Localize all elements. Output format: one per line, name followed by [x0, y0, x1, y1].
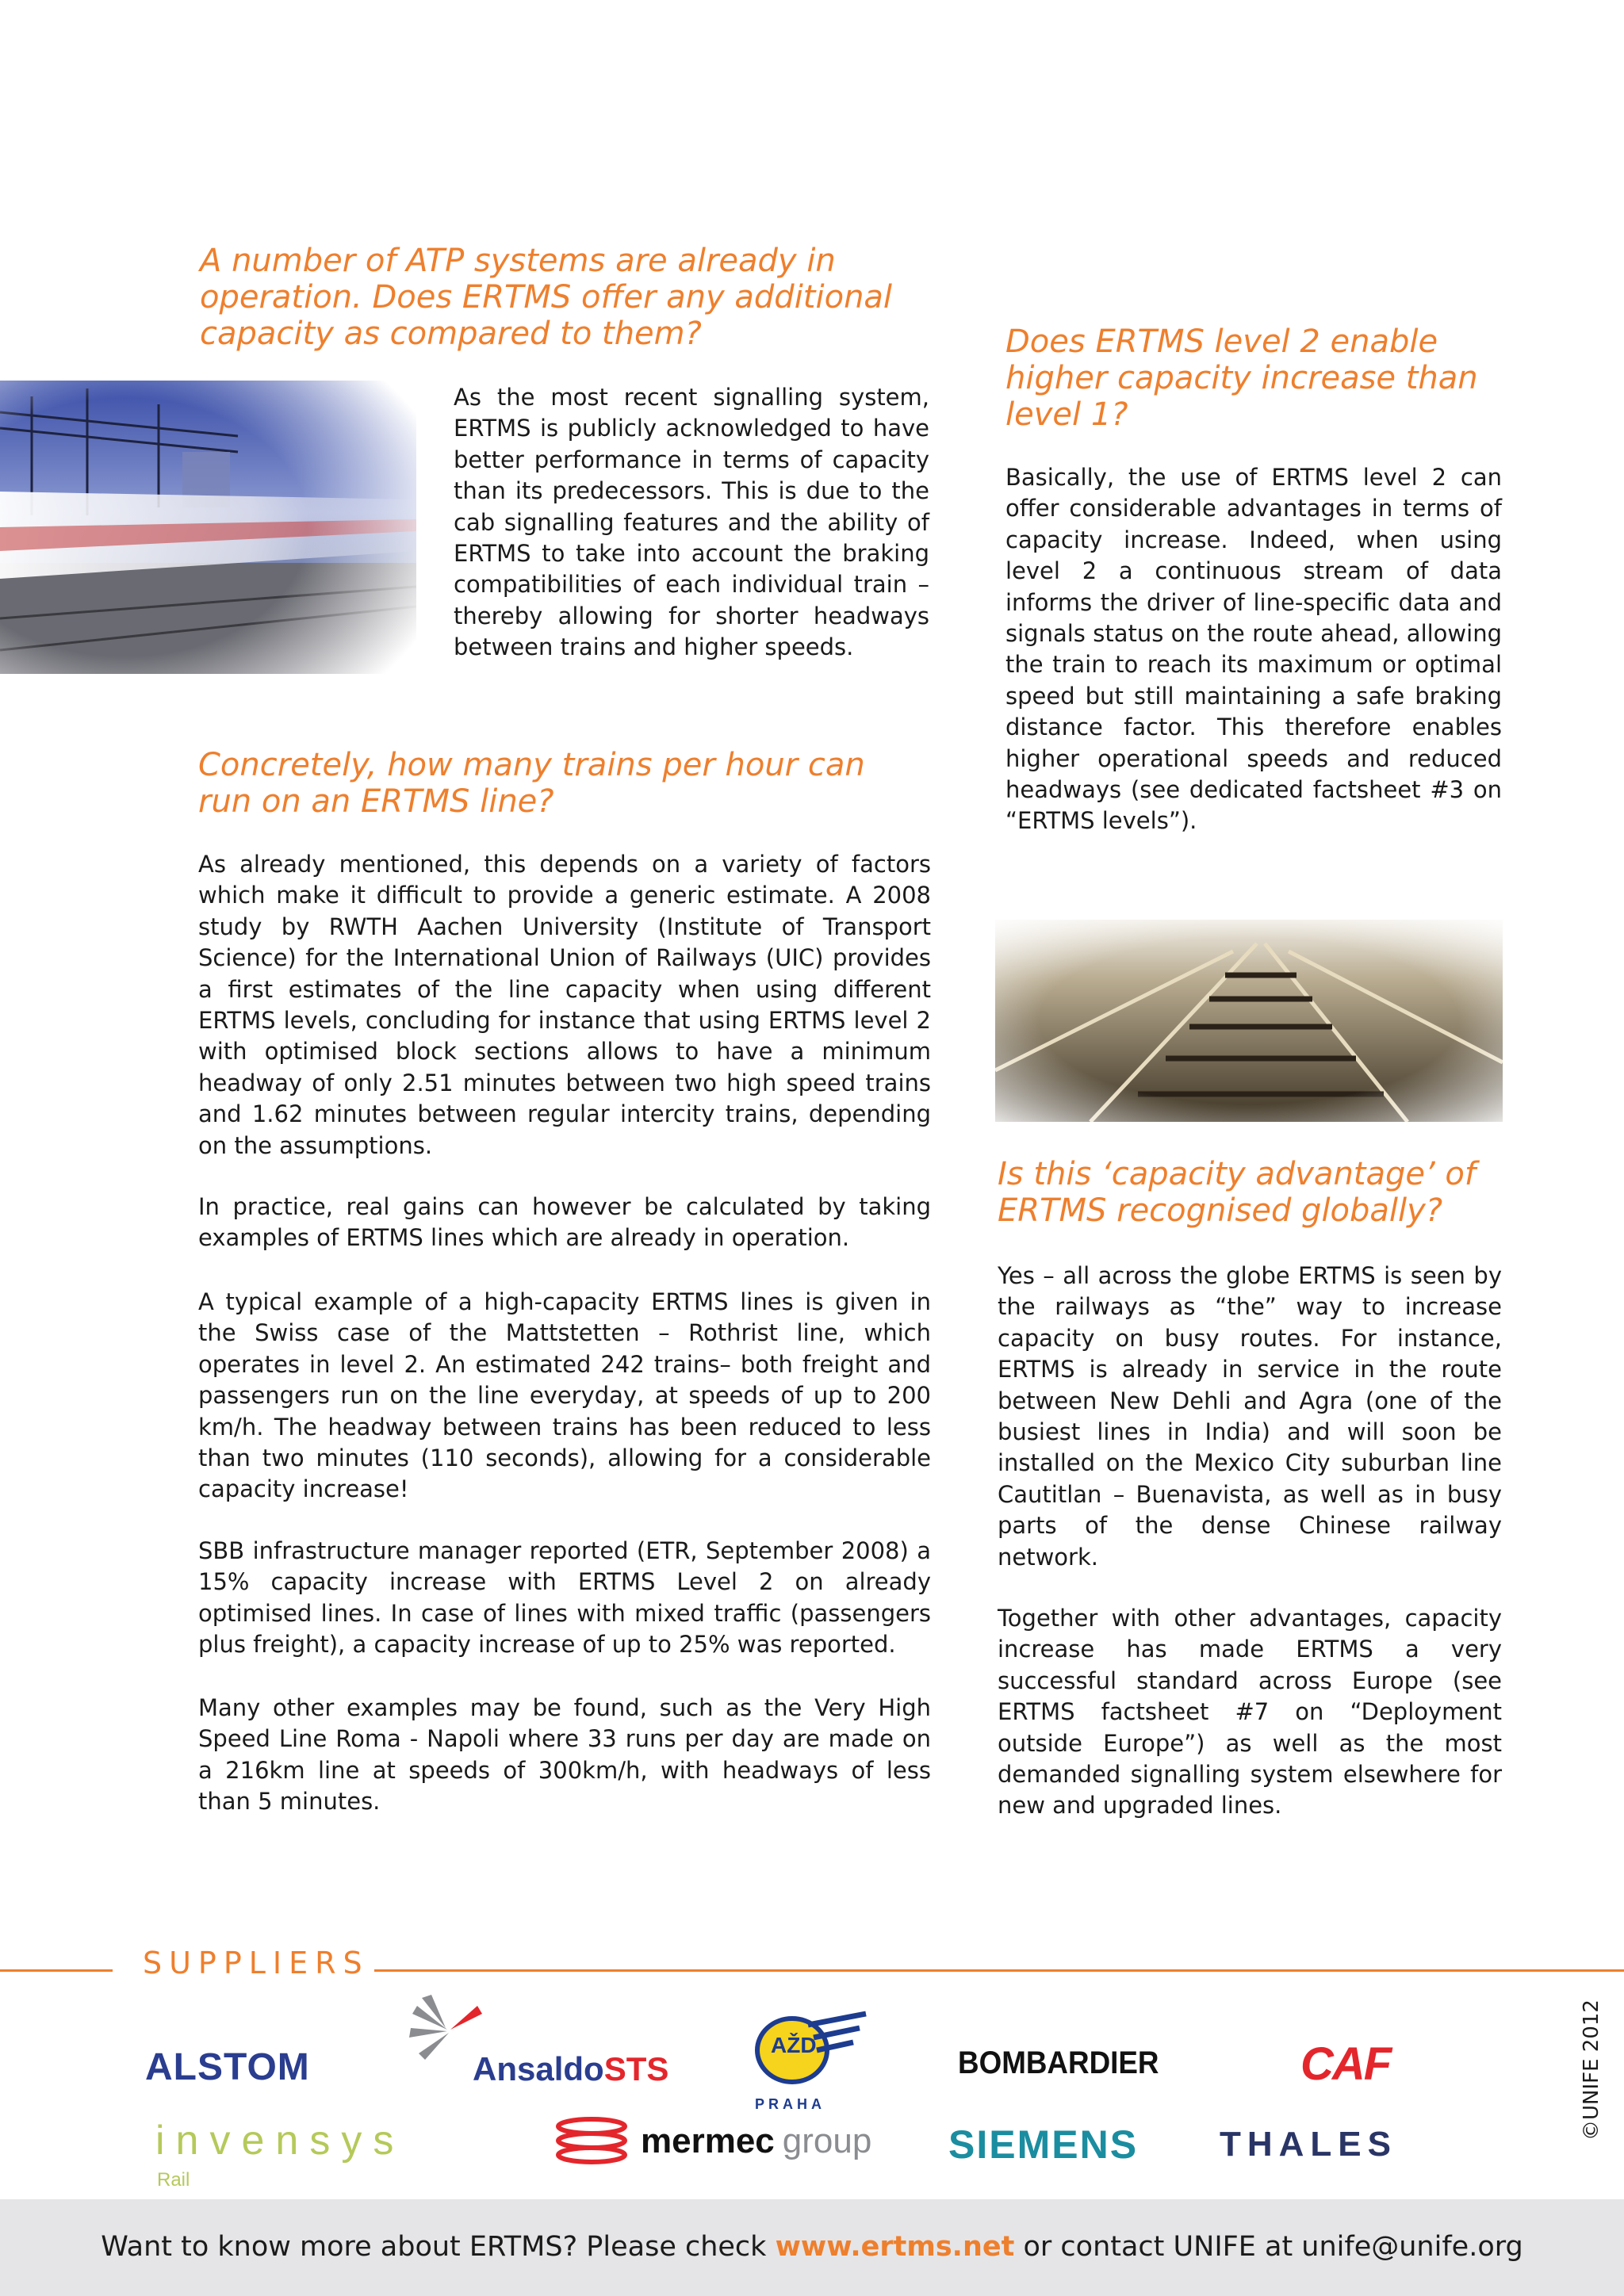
ansaldo-name: Ansaldo [473, 2050, 604, 2087]
trains-per-hour-p3: A typical example of a high-capacity ERTMS lines is given in the Swiss case of the Mattstetten – Rothrist line, which operates in level 2. An estimated 242 trains– both freight and passengers run on the line everyday, at speeds of up to 200 km/h. The headway between trains has been reduced to less than two minutes (110 seconds), allowing for a considerable capacity increase! [198, 1288, 931, 1503]
global-recognition-p2: Together with other advantages, capacity increase has made ERTMS a very successful standard across Europe (see ERTMS factsheet #7 on “Deployment outside Europe”) as well as the most demanded signalling system elsewhere for new and upgraded lines. [998, 1605, 1502, 1820]
ansaldo-sts: STS [603, 2050, 669, 2087]
azd-mark: AŽD [771, 2033, 817, 2057]
footer-suffix: or contact UNIFE at unife@unife.org [1014, 2231, 1523, 2263]
level2-capacity-text: Basically, the use of ERTMS level 2 can offer considerable advantages in terms of capacity increase. Indeed, when using level 2 a continuous stream of data informs the driver of line-specific data and signals status on the route ahead, allowing the train to reach its maximum or optimal speed but still maintaining a safe braking distance factor. This therefore enables higher operational speeds and reduced headways (see dedicated factsheet #3 on “ERTMS levels”). [1005, 464, 1502, 835]
invensys-rail-text: Rail [157, 2169, 190, 2191]
bombardier-logo: BOMBARDIER [958, 2045, 1159, 2080]
trains-per-hour-p5: Many other examples may be found, such as the Very High Speed Line Roma - Napoli where 33 runs per day are made on a 216km line at speeds of 300km/h, with headways of less than 5 minutes. [198, 1694, 931, 1816]
railway-tracks-photo [995, 920, 1503, 1122]
footer-bar [0, 2199, 1624, 2296]
global-recognition-p1: Yes – all across the globe ERTMS is seen by the railways as “the” way to increase capacity on busy routes. For instance, ERTMS is already in service in the route between New Dehli and Agra (one of the busiest lines in India) and will soon be installed on the Mexico City suburban line Cautitlan – Buenavista, as well as in busy parts of the dense Chinese railway network. [998, 1262, 1502, 1571]
question-atp-heading: A number of ATP systems are already in operation. Does ERTMS offer any additional capacity as compared to them? [200, 243, 893, 352]
caf-logo: CAF [1300, 2038, 1391, 2090]
invensys-logo: invensys [155, 2118, 405, 2164]
mermec-logo [552, 2115, 885, 2171]
mermec-group: group [782, 2122, 872, 2160]
copyright-notice: ©UNIFE 2012 [1580, 1999, 1603, 2141]
trains-per-hour-heading: Concretely, how many trains per hour can run on an ERTMS line? [198, 747, 865, 820]
mermec-coil-icon [552, 2115, 631, 2168]
siemens-logo: SIEMENS [948, 2122, 1139, 2167]
high-speed-train-photo [0, 381, 416, 674]
thales-logo: THALES [1220, 2125, 1397, 2164]
suppliers-rule-right [374, 1969, 1624, 1972]
trains-per-hour-p1: As already mentioned, this depends on a variety of factors which make it difficult to provide a generic estimate. A 2008 study by RWTH Aachen University (Institute of Transport Science) for the International Union of Railways (UIC) provides a first estimates of the line capacity when using different ERTMS levels, concluding for instance that using ERTMS level 2 with optimised block sections allows to have a minimum headway of only 2.51 minutes between two high speed trains and 1.62 minutes between regular intercity trains, depending on the assumptions. [198, 851, 931, 1159]
suppliers-rule-left [0, 1969, 113, 1972]
azd-praha-text: PRAHA [755, 2096, 826, 2112]
ertms-website-link[interactable]: www.ertms.net [775, 2231, 1015, 2263]
atp-answer-text: As the most recent signalling system, ERTMS is publicly acknowledged to have better performance in terms of capacity than its predecessors. This is due to the cab signalling features and the ability of ERTMS to take into account the braking compatibilities of each individual train – thereby allowing for shorter headways between trains and higher speeds. [454, 384, 929, 661]
suppliers-title: SUPPLIERS [143, 1946, 370, 1980]
trains-per-hour-p4: SBB infrastructure manager reported (ETR, September 2008) a 15% capacity increase with ERTMS Level 2 on already optimised lines. In case of lines with mixed traffic (passengers plus freight), a capacity increase of up to 25% was reported. [198, 1537, 931, 1659]
footer-prefix: Want to know more about ERTMS? Please check [101, 2231, 776, 2263]
footer-text [0, 2231, 1624, 2263]
level2-capacity-heading: Does ERTMS level 2 enable higher capacity increase than level 1? [1005, 323, 1478, 433]
trains-per-hour-p2: In practice, real gains can however be calculated by taking examples of ERTMS lines which are already in operation. [198, 1193, 931, 1252]
global-recognition-heading: Is this ‘capacity advantage’ of ERTMS recognised globally? [998, 1156, 1476, 1229]
azd-praha-logo [749, 2011, 875, 2114]
ansaldo-sts-logo [406, 1990, 684, 2093]
mermec-name: mermec [641, 2122, 775, 2160]
alstom-logo: ALSTOM [145, 2046, 310, 2088]
